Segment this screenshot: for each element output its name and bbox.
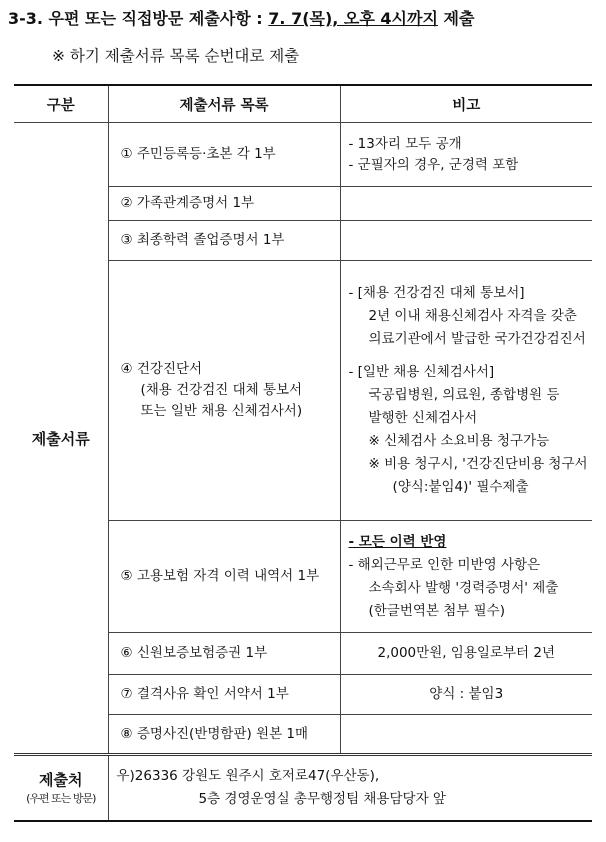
remark-line: - 해외근무로 인한 미반영 사항은 bbox=[348, 556, 541, 573]
remark-line: (한글번역본 첨부 필수) bbox=[368, 602, 505, 619]
submit-to-row bbox=[14, 755, 592, 821]
remarks-cell bbox=[340, 715, 592, 755]
remarks-cell bbox=[340, 123, 592, 187]
remark-line: - [채용 건강검진 대체 통보서] bbox=[348, 285, 525, 301]
remark-line: - 13자리 모두 공개 bbox=[348, 135, 462, 152]
item-cell bbox=[108, 633, 340, 675]
item-cell bbox=[108, 261, 340, 521]
remark-line: 의료기관에서 발급한 국가건강검진서 bbox=[368, 331, 586, 347]
remarks-cell bbox=[340, 633, 592, 675]
remarks-cell bbox=[340, 261, 592, 521]
header-category: 구분 bbox=[14, 85, 108, 123]
remark-line: 2년 이내 채용신체검사 자격을 갖춘 bbox=[368, 308, 577, 324]
table-row bbox=[14, 123, 592, 187]
table-header-row bbox=[14, 85, 592, 123]
heading-prefix: 3-3. 우편 또는 직접방문 제출사항 : bbox=[8, 9, 269, 28]
remarks-cell bbox=[340, 521, 592, 633]
remark-line: - [일반 채용 신체검사서] bbox=[348, 364, 495, 380]
remarks-cell bbox=[340, 675, 592, 715]
header-remarks: 비고 bbox=[340, 85, 592, 123]
remarks-cell bbox=[340, 221, 592, 261]
item-text: ⑦ 결격사유 확인 서약서 1부 bbox=[120, 686, 289, 702]
item-text: ④ 건강진단서 bbox=[120, 361, 203, 377]
heading-suffix: 제출 bbox=[437, 9, 475, 28]
remark-line: ※ 비용 청구시, '건강진단비용 청구서 bbox=[368, 456, 588, 472]
order-note: ※ 하기 제출서류 목록 순번대로 제출 bbox=[52, 47, 300, 65]
remark-line: 국공립병원, 의료원, 종합병원 등 bbox=[368, 387, 560, 403]
remark-line: 소속회사 발행 '경력증명서' 제출 bbox=[368, 579, 559, 596]
remark-line-emphasis: - 모든 이력 반영 bbox=[348, 533, 447, 550]
submit-to-label-cell bbox=[14, 755, 108, 821]
address-cell bbox=[108, 755, 592, 821]
remark-line: 2,000만원, 임용일로부터 2년 bbox=[377, 645, 555, 661]
heading-deadline: 7. 7(목), 오후 4시까지 bbox=[268, 9, 438, 28]
section-heading bbox=[8, 6, 474, 29]
item-cell bbox=[108, 123, 340, 187]
address-line-2: 5층 경영운영실 총무행정팀 채용담당자 앞 bbox=[198, 790, 446, 807]
remarks-cell bbox=[340, 187, 592, 221]
item-cell bbox=[108, 675, 340, 715]
item-subtext: (채용 건강검진 대체 통보서 bbox=[140, 382, 303, 398]
item-text: ③ 최종학력 졸업증명서 1부 bbox=[120, 232, 285, 248]
submit-to-sublabel: (우편 또는 방문) bbox=[26, 792, 96, 806]
item-text: ① 주민등록등·초본 각 1부 bbox=[120, 146, 276, 162]
remark-line: - 군필자의 경우, 군경력 포함 bbox=[348, 156, 519, 173]
remark-line: 발행한 신체검사서 bbox=[368, 410, 478, 426]
item-cell bbox=[108, 187, 340, 221]
header-document-list: 제출서류 목록 bbox=[108, 85, 340, 123]
remark-line: 양식 : 붙임3 bbox=[429, 686, 504, 702]
item-text: ⑧ 증명사진(반명함판) 원본 1매 bbox=[120, 725, 309, 742]
item-subtext: 또는 일반 채용 신체검사서) bbox=[140, 403, 303, 419]
item-text: ⑤ 고용보험 자격 이력 내역서 1부 bbox=[120, 568, 320, 584]
item-cell bbox=[108, 521, 340, 633]
item-cell bbox=[108, 715, 340, 755]
remark-line: (양식:붙임4)' 필수제출 bbox=[392, 479, 529, 495]
submit-to-label: 제출처 bbox=[39, 771, 83, 790]
documents-table bbox=[14, 84, 592, 822]
item-text: ② 가족관계증명서 1부 bbox=[120, 195, 255, 211]
address-line-1: 우)26336 강원도 원주시 호저로47(우산동), bbox=[116, 767, 380, 784]
item-cell bbox=[108, 221, 340, 261]
remark-line: ※ 신체검사 소요비용 청구가능 bbox=[368, 433, 550, 449]
category-cell: 제출서류 bbox=[14, 123, 108, 755]
item-text: ⑥ 신원보증보험증권 1부 bbox=[120, 645, 268, 661]
